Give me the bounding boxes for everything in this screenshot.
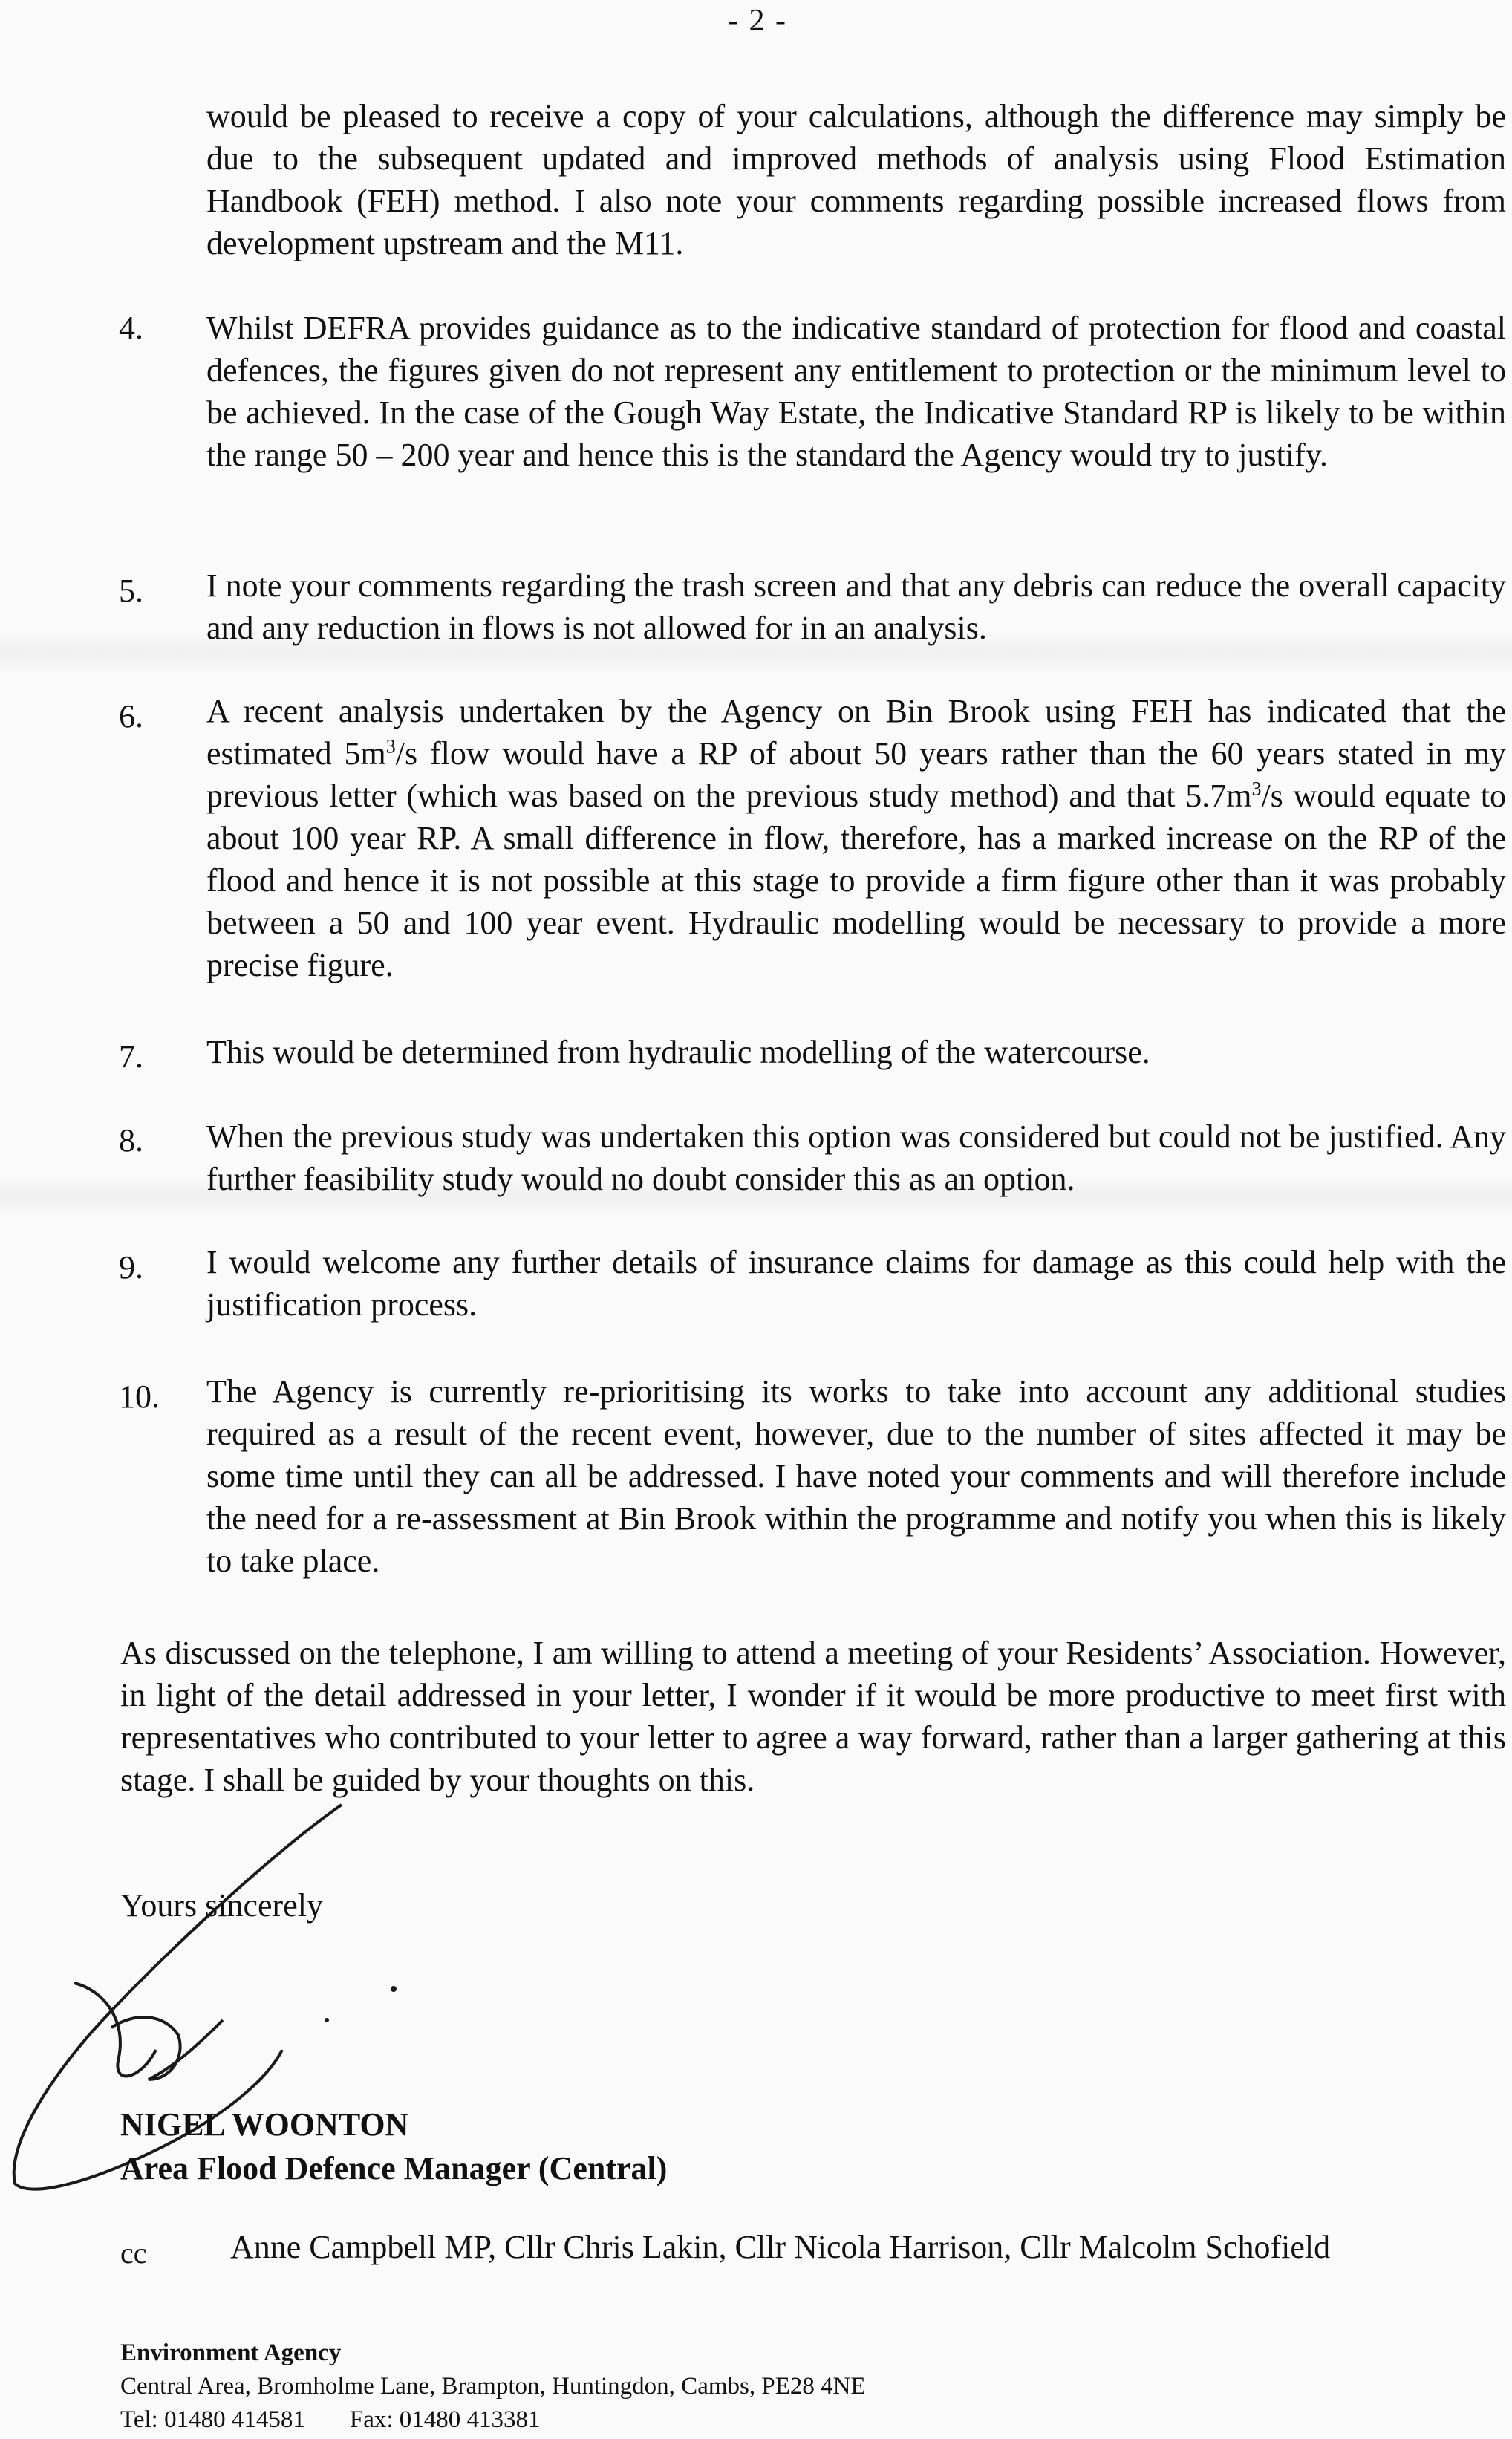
footer-tel: Tel: 01480 414581 (120, 2406, 305, 2433)
cc-label: cc (120, 2236, 147, 2270)
item-number: 10. (119, 1378, 160, 1415)
intro-paragraph: would be pleased to receive a copy of your calculations, although the difference may simply be due to the subsequent updated and improved methods of analysis using Flood Estimation Handbook (FEH) method. I also note your comments regarding possible increased flows from development upstream and the M11. (206, 98, 1506, 261)
footer-address: Central Area, Bromholme Lane, Brampton, Huntingdon, Cambs, PE28 4NE (120, 2373, 866, 2400)
item-text: A recent analysis undertaken by the Agency on Bin Brook using FEH has indicated that the estimated $5m^3/s$ flow would have a RP of about 50 years rather than the 60 years stated in my previous letter (which was based on the previous study method) and that $5.7m^3/s$ would equate to about 100 year RP. A small difference in flow, therefore, has a marked increase on the RP of the flood and hence it is not possible at this stage to provide a firm figure other than it was probably between a 50 and 100 year event. Hydraulic modelling would be necessary to provide a more precise figure. (206, 693, 1507, 983)
item-text: I would welcome any further details of insurance claims for damage as this could help with the justification process. (206, 1244, 1506, 1323)
item-number: 7. (119, 1038, 143, 1075)
item-number: 6. (119, 698, 143, 735)
page-number: - 2 - (728, 4, 787, 38)
superscript: 3 (1251, 778, 1262, 800)
item-text: I note your comments regarding the trash screen and that any debris can reduce the overall capacity and any reduction in flows is not allowed for in an analysis. (206, 567, 1506, 646)
item-text: Whilst DEFRA provides guidance as to the indicative standard of protection for flood and coastal defences, the figures given do not represent any entitlement to protection or the minimum level to be achieved. In the case of the Gough Way Estate, the Indicative Standard RP is likely to be within the range 50 – 200 year and hence this is the standard the Agency would try to justify. (206, 310, 1506, 473)
cc-recipients: Anne Campbell MP, Cllr Chris Lakin, Cllr Nicola Harrison, Cllr Malcolm Schofield (230, 2229, 1331, 2265)
item-text: The Agency is currently re-prioritising its works to take into account any additional studies required as a result of the recent event, however, due to the number of sites affected it may be some time until they can all be addressed. I have noted your comments and will therefore include the need for a re-assessment at Bin Brook within the programme and notify you when this is likely to take place. (206, 1373, 1506, 1579)
footer-fax: Fax: 01480 413381 (349, 2406, 541, 2433)
valediction: Yours sincerely (120, 1887, 323, 1924)
item-number: 4. (119, 310, 143, 346)
superscript: 3 (385, 735, 396, 758)
footer-contact (120, 2406, 585, 2434)
item-text: This would be determined from hydraulic modelling of the watercourse. (206, 1034, 1150, 1070)
item-number: 9. (119, 1249, 143, 1286)
signatory-name: NIGEL WOONTON (120, 2106, 409, 2143)
item-text: When the previous study was undertaken this option was considered but could not be justified. Any further feasibility study would no doubt consider this as an option. (206, 1118, 1506, 1197)
item-number: 5. (119, 573, 143, 609)
item-number: 8. (119, 1122, 143, 1159)
footer-organisation: Environment Agency (120, 2339, 342, 2366)
closing-paragraph: As discussed on the telephone, I am willing to attend a meeting of your Residents’ Association. However, in light of the detail addressed in your letter, I wonder if it would be more productive to meet first with representatives who contributed to your letter to agree a way forward, rather than a larger gathering at this stage. I shall be guided by your thoughts on this. (120, 1635, 1507, 1798)
signatory-title: Area Flood Defence Manager (Central) (120, 2150, 668, 2186)
